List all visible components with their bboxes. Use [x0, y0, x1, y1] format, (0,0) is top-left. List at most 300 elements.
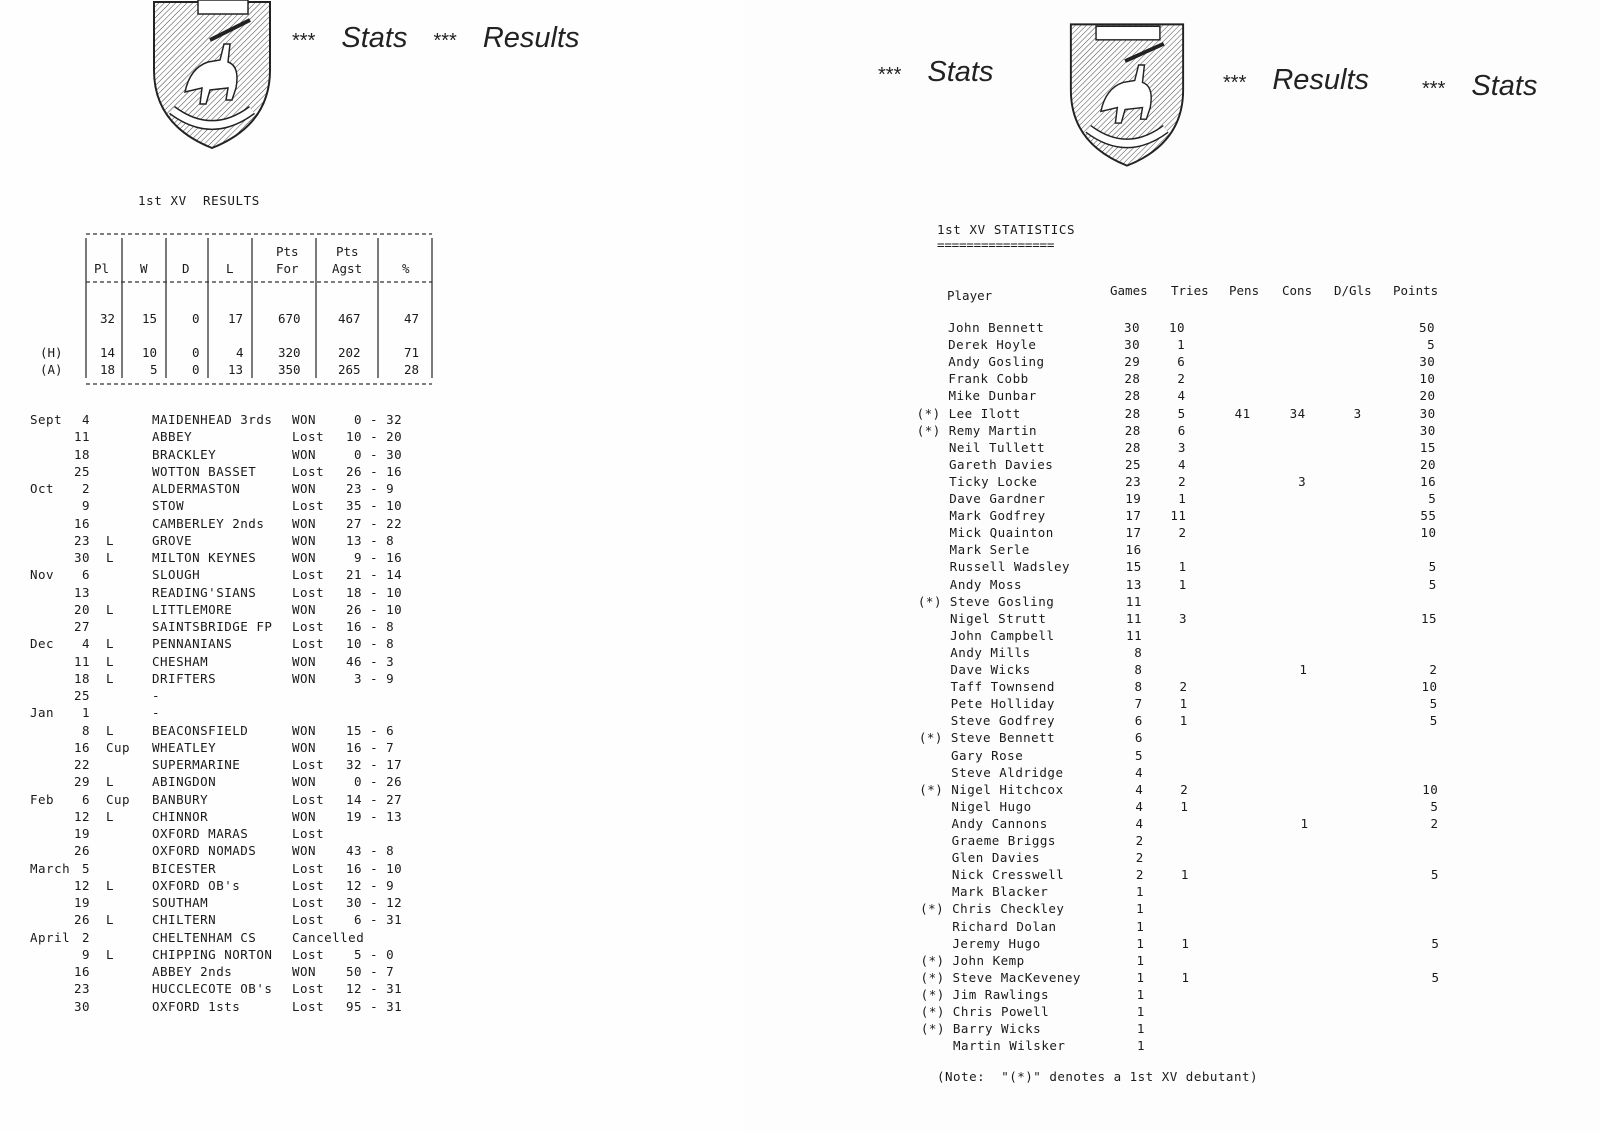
result-row [0, 550, 745, 567]
player-tries: 1 [1178, 559, 1187, 575]
result-day: 4 [82, 636, 91, 652]
player-tries: 6 [1177, 422, 1186, 438]
result-row [0, 705, 745, 722]
player-row [745, 388, 1600, 405]
left-header [292, 22, 580, 55]
player-name: Steve Gosling [949, 593, 1055, 609]
player-name: Mark Serle [949, 542, 1030, 558]
player-row [745, 884, 1600, 901]
stat-column-header: Games [1110, 283, 1148, 298]
player-name: Glen Davies [951, 850, 1041, 866]
result-day: 29 [74, 774, 91, 790]
player-games: 11 [1126, 627, 1143, 643]
stat-column-header: Pens [1229, 283, 1260, 298]
player-games: 5 [1135, 747, 1144, 763]
result-opponent: GROVE [152, 532, 193, 548]
header-stats-word: Stats [927, 56, 994, 88]
player-tries: 4 [1177, 456, 1186, 472]
result-score: 9 - 16 [354, 550, 403, 565]
result-day: 6 [82, 567, 91, 583]
player-name: Frank Cobb [948, 371, 1029, 387]
player-games: 25 [1124, 456, 1142, 472]
player-points: 50 [1419, 320, 1436, 335]
player-tries: 1 [1180, 798, 1189, 814]
player-name: Andy Gosling [948, 354, 1045, 370]
summary-header-cell: Pts [336, 244, 359, 259]
result-opponent: CHILTERN [152, 912, 217, 928]
summary-header-cell: Pts [276, 244, 299, 259]
player-points: 5 [1429, 696, 1438, 712]
summary-value-cell: 17 [228, 311, 244, 326]
player-row [745, 491, 1600, 508]
result-opponent: CHESHAM [152, 653, 209, 669]
debutant-marker: (*) [920, 1004, 945, 1019]
result-outcome: WON [292, 653, 317, 669]
result-row [0, 999, 745, 1016]
player-row [745, 799, 1600, 816]
statistics-title-underline: ================ [937, 237, 1055, 252]
player-games: 29 [1124, 354, 1141, 370]
summary-value-cell: 202 [338, 345, 361, 360]
statistics-title: 1st XV STATISTICS [937, 222, 1076, 237]
player-name: Jeremy Hugo [952, 935, 1041, 951]
player-points: 5 [1429, 713, 1438, 729]
result-row [0, 412, 745, 429]
player-name: Ticky Locke [949, 473, 1038, 489]
player-name: Nigel Hugo [951, 798, 1032, 814]
player-row [745, 594, 1600, 611]
player-cons: 1 [1299, 662, 1308, 677]
result-day: 6 [82, 791, 91, 807]
result-opponent: BANBURY [152, 791, 209, 807]
player-points: 30 [1419, 422, 1436, 438]
player-points: 5 [1427, 337, 1436, 353]
result-outcome: Lost [292, 619, 325, 634]
player-games: 4 [1135, 764, 1144, 780]
player-name: John Kemp [952, 952, 1025, 968]
player-games: 28 [1124, 422, 1141, 438]
result-score: 13 - 8 [346, 532, 395, 548]
debutant-marker: (*) [916, 422, 941, 438]
result-row [0, 481, 745, 498]
player-games: 1 [1136, 918, 1145, 934]
player-row [745, 611, 1600, 628]
player-row [745, 765, 1600, 782]
result-opponent: STOW [152, 498, 185, 514]
summary-value-cell: 5 [150, 362, 158, 377]
result-opponent: OXFORD NOMADS [152, 843, 257, 859]
player-row [745, 320, 1600, 337]
result-day: 2 [82, 481, 91, 496]
result-row [0, 981, 745, 998]
summary-value-cell: 0 [192, 311, 200, 326]
result-outcome: WON [292, 481, 317, 496]
result-row [0, 947, 745, 964]
result-day: 22 [74, 757, 91, 772]
result-outcome: Lost [292, 946, 325, 962]
result-outcome: WON [292, 739, 317, 755]
result-row [0, 567, 745, 584]
result-outcome: Lost [292, 826, 325, 841]
result-score: 43 - 8 [346, 843, 395, 859]
summary-value-cell: 15 [142, 311, 158, 326]
result-outcome: WON [292, 722, 317, 738]
result-opponent: OXFORD OB's [152, 877, 241, 893]
result-competition: L [106, 722, 115, 738]
player-name: Martin Wilsker [953, 1038, 1066, 1054]
player-points: 10 [1419, 371, 1436, 387]
result-day: 8 [82, 722, 91, 738]
summary-value-cell: 670 [278, 311, 301, 326]
player-games: 13 [1125, 576, 1142, 592]
summary-header-cell: L [226, 261, 234, 276]
player-points: 5 [1428, 559, 1437, 575]
result-row [0, 964, 745, 981]
result-score: 16 - 7 [346, 739, 395, 755]
result-row [0, 602, 745, 619]
player-points: 20 [1419, 456, 1437, 472]
player-games: 17 [1125, 508, 1142, 524]
player-games: 28 [1124, 388, 1141, 404]
result-opponent: SLOUGH [152, 567, 201, 583]
result-opponent: BRACKLEY [152, 446, 217, 462]
result-score: 32 - 17 [346, 757, 403, 772]
result-day: 23 [74, 532, 91, 548]
result-row [0, 585, 745, 602]
debutant-marker: (*) [920, 901, 945, 917]
player-tries: 11 [1170, 508, 1187, 524]
result-score: 26 - 16 [346, 463, 403, 479]
player-name: Pete Holliday [950, 696, 1055, 712]
player-points: 15 [1421, 610, 1438, 626]
result-row [0, 464, 745, 481]
result-score: 0 - 30 [354, 446, 403, 462]
result-outcome: WON [292, 601, 317, 617]
player-games: 6 [1134, 713, 1143, 729]
result-outcome: WON [292, 670, 317, 686]
player-row [745, 696, 1600, 713]
result-row [0, 619, 745, 636]
result-score: 16 - 10 [346, 860, 403, 876]
player-points: 5 [1428, 491, 1437, 506]
summary-value-cell: 10 [142, 345, 158, 360]
result-day: 26 [74, 912, 91, 928]
player-name: Nick Cresswell [951, 867, 1065, 883]
player-games: 15 [1125, 559, 1142, 575]
result-opponent: MILTON KEYNES [152, 550, 257, 565]
result-opponent: - [152, 688, 161, 703]
result-outcome: WON [292, 412, 317, 427]
result-opponent: LITTLEMORE [152, 601, 233, 617]
result-day: 16 [74, 964, 91, 979]
player-games: 1 [1136, 986, 1145, 1002]
header-results-word: Results [482, 22, 580, 54]
summary-value-cell: 0 [192, 362, 200, 377]
header-stats-word: Stats [1471, 70, 1538, 102]
result-row [0, 878, 745, 895]
player-row [745, 1021, 1600, 1038]
result-outcome: Lost [292, 998, 325, 1014]
player-points: 15 [1419, 439, 1436, 455]
result-outcome: WON [292, 550, 317, 565]
result-competition: L [106, 946, 115, 962]
debutant-marker: (*) [918, 730, 943, 746]
result-opponent: BICESTER [152, 860, 217, 876]
statistics-table [745, 320, 1600, 1060]
result-opponent: SUPERMARINE [152, 757, 241, 772]
result-opponent: MAIDENHEAD 3rds [152, 412, 273, 427]
result-day: 11 [74, 653, 91, 669]
player-games: 1 [1136, 952, 1145, 968]
player-games: 17 [1125, 525, 1142, 541]
result-day: 19 [74, 895, 91, 910]
player-games: 1 [1136, 901, 1145, 917]
result-outcome: WON [292, 446, 317, 462]
result-outcome: Lost [292, 912, 325, 928]
player-row [745, 440, 1600, 457]
player-name: Steve MacKeveney [952, 969, 1081, 985]
summary-header-cell: Agst [332, 261, 363, 276]
player-points: 16 [1420, 473, 1437, 489]
summary-value-cell: 18 [100, 362, 116, 377]
summary-row-label: (A) [40, 362, 63, 377]
result-row [0, 861, 745, 878]
header-stars: *** [878, 64, 902, 86]
result-opponent: CAMBERLEY 2nds [152, 515, 265, 531]
result-score: 3 - 9 [354, 670, 395, 686]
header-stats-word: Stats [341, 22, 408, 54]
statistics-column-headers [745, 283, 1600, 303]
result-row [0, 671, 745, 688]
result-score: 10 - 8 [346, 636, 395, 652]
result-month: April [30, 929, 71, 945]
result-day: 11 [74, 429, 91, 445]
player-tries: 6 [1177, 354, 1186, 370]
player-points: 5 [1431, 935, 1440, 951]
player-name: Mick Quainton [949, 525, 1054, 541]
result-outcome: WON [292, 964, 317, 979]
player-games: 1 [1136, 1004, 1145, 1019]
result-day: 16 [74, 515, 91, 531]
result-row [0, 447, 745, 464]
player-name: Steve Godfrey [950, 713, 1056, 729]
player-games: 11 [1125, 593, 1142, 609]
player-name: Nigel Hitchcox [951, 781, 1064, 797]
player-row [745, 936, 1600, 953]
player-cons: 1 [1300, 815, 1309, 831]
results-list [0, 412, 745, 1022]
player-tries: 1 [1179, 696, 1188, 712]
player-row [745, 1038, 1600, 1055]
result-competition: L [106, 653, 115, 669]
result-row [0, 636, 745, 653]
player-row [745, 559, 1600, 576]
result-opponent: OXFORD 1sts [152, 998, 241, 1014]
player-row [745, 953, 1600, 970]
header-stars: *** [433, 30, 457, 52]
player-row [745, 525, 1600, 542]
player-row [745, 730, 1600, 747]
result-day: 2 [82, 929, 91, 945]
summary-value-cell: 320 [278, 345, 301, 360]
player-row [745, 748, 1600, 765]
player-row [745, 508, 1600, 525]
player-row [745, 354, 1600, 371]
result-outcome: Cancelled [292, 929, 365, 945]
player-row [745, 406, 1600, 423]
result-opponent: HUCCLECOTE OB's [152, 981, 273, 997]
result-competition: Cup [106, 739, 131, 755]
player-name: Remy Martin [948, 422, 1038, 438]
player-tries: 1 [1181, 969, 1190, 985]
player-points: 20 [1419, 388, 1436, 404]
player-tries: 2 [1178, 525, 1187, 541]
player-name: Barry Wicks [952, 1021, 1042, 1037]
player-tries: 1 [1179, 713, 1188, 729]
result-row [0, 654, 745, 671]
right-page [745, 0, 1600, 1133]
player-row [745, 1004, 1600, 1021]
debutant-marker: (*) [920, 1021, 945, 1037]
player-row [745, 577, 1600, 594]
result-opponent: ABINGDON [152, 774, 217, 790]
summary-table-grid [74, 228, 444, 390]
result-score: 50 - 7 [346, 964, 395, 979]
player-tries: 1 [1177, 337, 1186, 353]
summary-value-cell: 28 [404, 362, 420, 377]
header-stars: *** [1422, 78, 1446, 100]
result-competition: L [106, 808, 115, 824]
result-row [0, 774, 745, 791]
player-tries: 2 [1177, 371, 1186, 387]
result-opponent: OXFORD MARAS [152, 826, 249, 841]
player-name: Neil Tullett [948, 439, 1046, 455]
result-outcome: Lost [292, 757, 325, 772]
result-score: 0 - 32 [354, 412, 403, 427]
player-points: 30 [1419, 354, 1436, 370]
player-name: Andy Mills [950, 644, 1031, 660]
player-row [745, 833, 1600, 850]
result-competition: L [106, 774, 115, 790]
result-row [0, 498, 745, 515]
player-row [745, 371, 1600, 388]
player-games: 7 [1134, 696, 1143, 712]
result-opponent: READING'SIANS [152, 584, 257, 600]
result-outcome: WON [292, 515, 317, 531]
result-score: 12 - 31 [346, 981, 403, 997]
player-row [745, 970, 1600, 987]
player-name: Dave Gardner [949, 491, 1046, 506]
result-row [0, 429, 745, 446]
result-competition: L [106, 550, 115, 565]
result-day: 26 [74, 843, 91, 859]
result-score: 14 - 27 [346, 791, 403, 807]
player-games: 19 [1125, 491, 1142, 506]
player-points: 2 [1430, 815, 1439, 831]
result-day: 18 [74, 670, 91, 686]
player-dgls: 3 [1353, 405, 1362, 421]
result-score: 6 - 31 [354, 912, 403, 928]
result-day: 25 [74, 688, 91, 703]
player-games: 1 [1136, 935, 1145, 951]
stat-column-header: D/Gls [1334, 283, 1372, 298]
player-name: Derek Hoyle [948, 337, 1037, 353]
summary-value-cell: 350 [278, 362, 301, 377]
result-outcome: Lost [292, 636, 325, 652]
result-outcome: WON [292, 808, 317, 824]
result-day: 23 [74, 981, 91, 997]
player-row [745, 337, 1600, 354]
right-header-left [878, 56, 993, 89]
result-outcome: WON [292, 843, 317, 859]
header-results-word: Results [1272, 64, 1370, 96]
result-outcome: Lost [292, 429, 325, 445]
result-opponent: CHIPPING NORTON [152, 946, 273, 962]
player-tries: 1 [1178, 491, 1187, 506]
player-name: Lee Ilott [948, 405, 1021, 421]
result-day: 19 [74, 826, 91, 841]
stat-column-header: Cons [1282, 283, 1313, 298]
player-name: Steve Bennett [950, 730, 1056, 746]
player-games: 30 [1124, 337, 1141, 353]
result-opponent: SOUTHAM [152, 895, 209, 910]
player-tries: 1 [1181, 935, 1190, 951]
result-row [0, 809, 745, 826]
result-day: 13 [74, 584, 91, 600]
player-name: Gareth Davies [948, 456, 1054, 472]
result-competition: L [106, 532, 115, 548]
result-opponent: BEACONSFIELD [152, 722, 249, 738]
player-games: 2 [1135, 850, 1144, 866]
summary-value-cell: 265 [338, 362, 361, 377]
player-games: 28 [1124, 371, 1141, 387]
result-row [0, 516, 745, 533]
player-tries: 5 [1177, 405, 1186, 421]
player-name: Russell Wadsley [949, 559, 1071, 575]
player-name: Andy Cannons [951, 815, 1048, 831]
result-row [0, 688, 745, 705]
result-competition: L [106, 636, 115, 652]
player-games: 8 [1134, 662, 1143, 677]
player-name: Chris Powell [952, 1004, 1050, 1019]
result-month: Dec [30, 636, 55, 652]
player-name: John Campbell [950, 627, 1055, 643]
result-competition: L [106, 912, 115, 928]
player-name: John Bennett [948, 320, 1045, 335]
result-competition: L [106, 670, 115, 686]
result-month: Feb [30, 791, 55, 807]
summary-value-cell: 467 [338, 311, 361, 326]
player-row [745, 919, 1600, 936]
debutant-marker: (*) [916, 405, 941, 421]
result-opponent: WHEATLEY [152, 739, 217, 755]
result-outcome: Lost [292, 584, 325, 600]
result-outcome: Lost [292, 463, 325, 479]
player-name: Chris Checkley [952, 901, 1065, 917]
player-games: 6 [1134, 730, 1143, 746]
result-day: 12 [74, 808, 91, 824]
summary-header-cell: D [182, 261, 190, 276]
player-tries: 1 [1178, 576, 1187, 592]
summary-header-cell: For [276, 261, 299, 276]
result-score: 21 - 14 [346, 567, 403, 583]
player-games: 2 [1135, 867, 1144, 883]
player-name: Gary Rose [951, 747, 1024, 763]
result-opponent: WOTTON BASSET [152, 463, 257, 479]
left-page [0, 0, 745, 1133]
player-row [745, 645, 1600, 662]
result-row [0, 843, 745, 860]
